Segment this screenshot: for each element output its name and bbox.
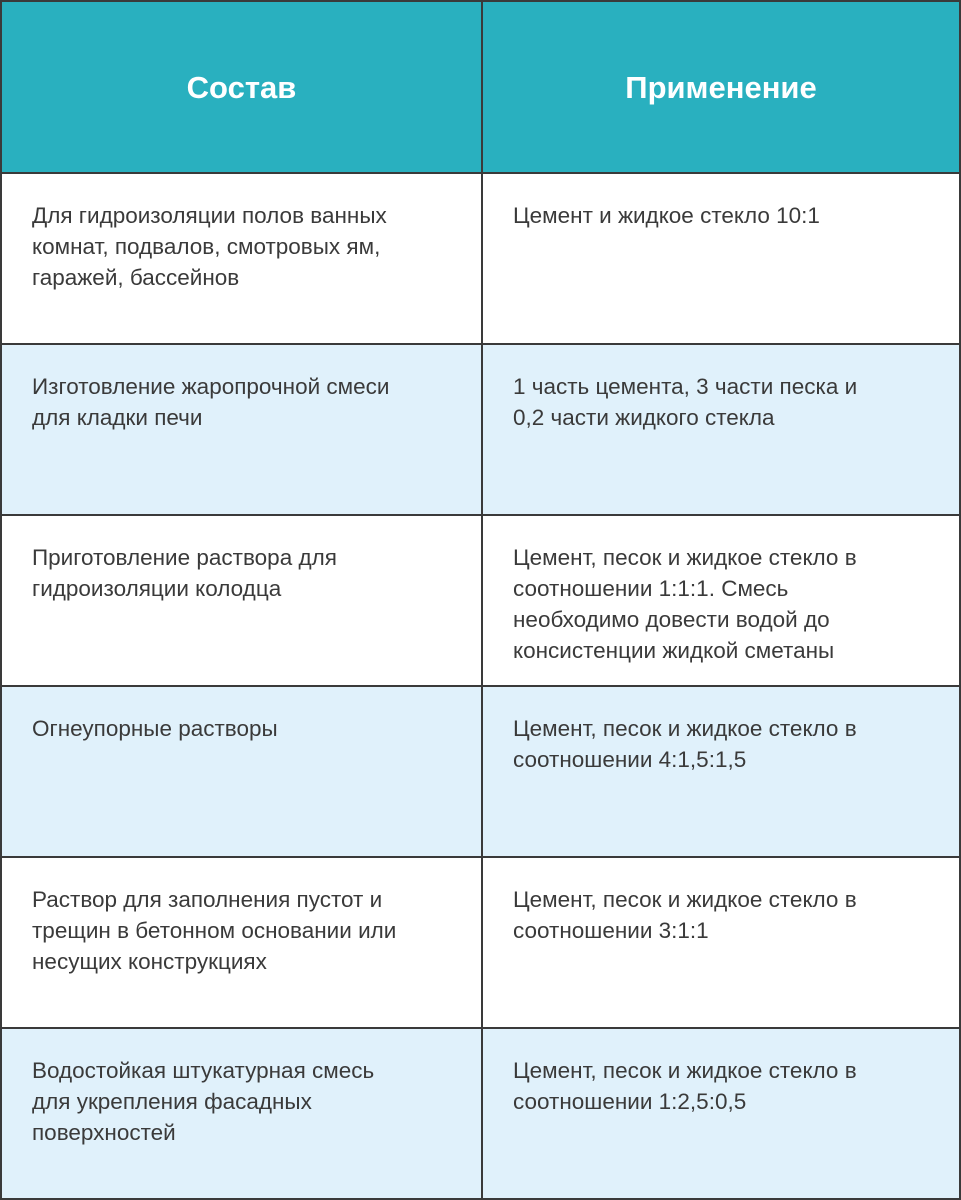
table-row-6-left: Водостойкая штукатурная смесь для укрепления фасадных поверхностей (2, 1029, 481, 1198)
table-row-3-left: Приготовление раствора для гидроизоляции колодца (2, 516, 481, 685)
table-row-4-right: Цемент, песок и жидкое стекло в соотношении 4:1,5:1,5 (483, 687, 959, 856)
table-row-4-left: Огнеупорные растворы (2, 687, 481, 856)
table-row-5-left: Раствор для заполнения пустот и трещин в бетонном основании или несущих конструкциях (2, 858, 481, 1027)
table-row-3-right: Цемент, песок и жидкое стекло в соотношении 1:1:1. Смесь необходимо довести водой до консистенции жидкой сметаны (483, 516, 959, 685)
table-row-2-left: Изготовление жаропрочной смеси для кладки печи (2, 345, 481, 514)
header-application: Применение (483, 2, 959, 172)
header-composition: Состав (2, 2, 481, 172)
table-row-6-right: Цемент, песок и жидкое стекло в соотношении 1:2,5:0,5 (483, 1029, 959, 1198)
table-row-1-right: Цемент и жидкое стекло 10:1 (483, 174, 959, 343)
table-row-1-left: Для гидроизоляции полов ванных комнат, подвалов, смотровых ям, гаражей, бассейнов (2, 174, 481, 343)
table-row-2-right: 1 часть цемента, 3 части песка и 0,2 части жидкого стекла (483, 345, 959, 514)
table-row-5-right: Цемент, песок и жидкое стекло в соотношении 3:1:1 (483, 858, 959, 1027)
